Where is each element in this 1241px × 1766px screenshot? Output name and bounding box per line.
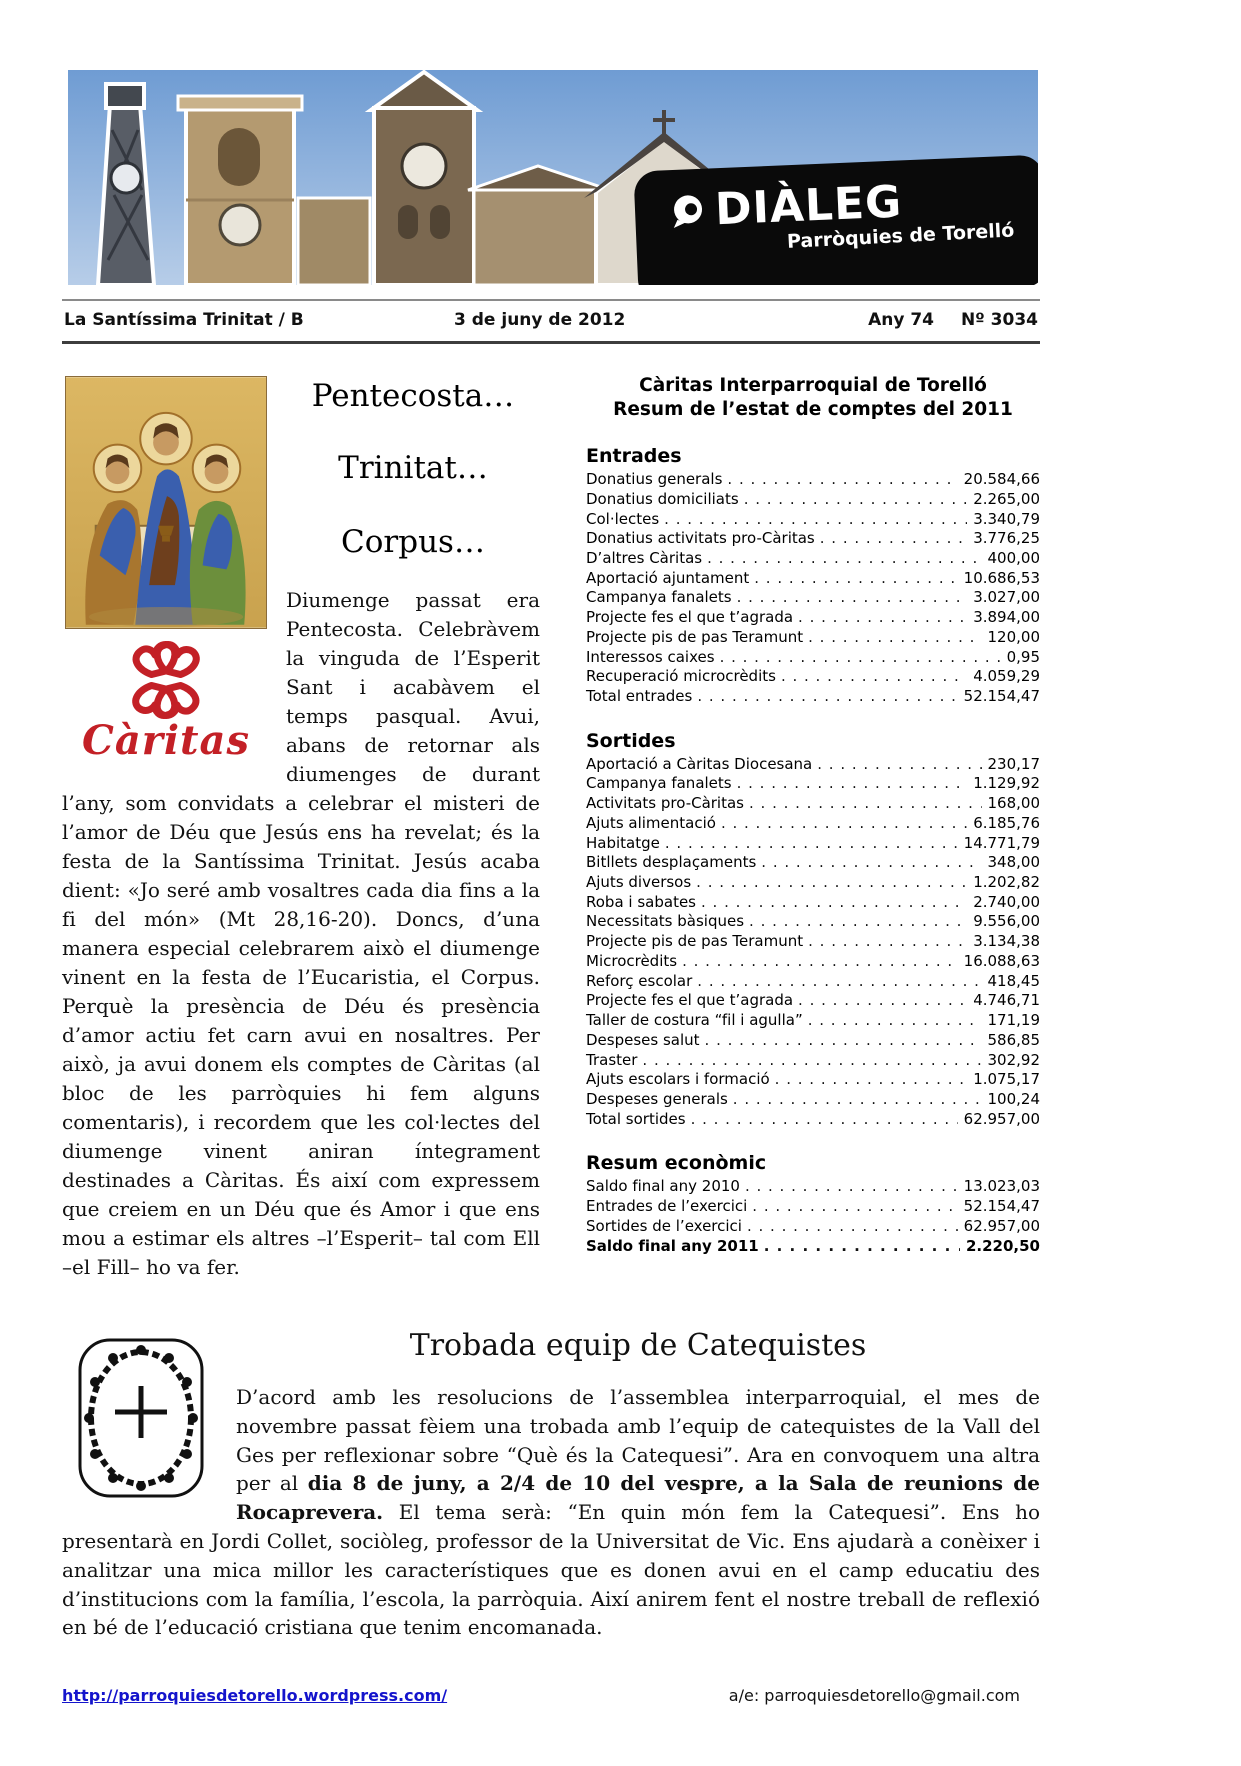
account-row — [586, 972, 1040, 992]
account-label: Despeses generals — [586, 1089, 728, 1108]
issue-date: 3 de juny de 2012 — [454, 310, 626, 330]
issue-number: Nº 3034 — [960, 310, 1038, 330]
meeting-text-before: D’acord amb les resolucions de l’assemblea interparroquial, el mes de novembre passat fèiem una trobada amb l’equip de catequistes de la Vall del Ges per reflexionar sobre “Què és la Catequesi”. Ara en convoquem una altra per al — [236, 1385, 1040, 1496]
account-row — [586, 667, 1040, 687]
account-label: Saldo final any 2010 — [586, 1177, 740, 1196]
account-value: 171,19 — [987, 1011, 1040, 1030]
account-value: 3.894,00 — [973, 608, 1040, 627]
article-column — [62, 374, 540, 1282]
caritas-logo — [82, 639, 250, 764]
caritas-hearts-icon — [118, 639, 214, 721]
footer — [62, 1686, 1020, 1705]
masthead-title: DIÀLEG — [714, 176, 904, 236]
account-label: Habitatge — [586, 833, 660, 852]
account-label: Aportació ajuntament — [586, 568, 750, 587]
dot-leader — [721, 814, 967, 834]
account-value: 418,45 — [987, 971, 1040, 990]
account-label: Projecte pis de pas Teramunt — [586, 932, 804, 951]
account-value: 6.185,76 — [973, 813, 1040, 832]
feast-title: La Santíssima Trinitat / B — [64, 310, 304, 330]
dot-leader — [749, 912, 967, 932]
account-label: Donatius domiciliats — [586, 489, 739, 508]
account-label: Saldo final any 2011 — [586, 1236, 759, 1255]
account-value: 2.220,50 — [965, 1236, 1040, 1255]
blog-link[interactable]: http://parroquiesdetorello.wordpress.com/ — [62, 1686, 448, 1705]
dot-leader — [749, 794, 982, 814]
account-row — [586, 834, 1040, 854]
dot-leader — [747, 1217, 958, 1237]
dot-leader — [737, 774, 968, 794]
account-value: 586,85 — [987, 1030, 1040, 1049]
dot-leader — [707, 549, 981, 569]
account-value: 3.134,38 — [973, 932, 1040, 951]
dot-leader — [665, 834, 958, 854]
account-label: Activitats pro-Càritas — [586, 794, 744, 813]
accounts-title-line1: Càritas Interparroquial de Torelló — [639, 375, 987, 396]
account-value: 52.154,47 — [963, 687, 1040, 705]
dot-leader — [764, 1237, 960, 1257]
account-label: Reforç escolar — [586, 971, 693, 990]
masthead — [68, 70, 1038, 285]
account-row — [586, 588, 1040, 608]
accounts-title-line2: Resum de l’estat de comptes del 2011 — [613, 399, 1013, 421]
account-row — [586, 569, 1040, 589]
account-value: 2.740,00 — [973, 892, 1040, 911]
account-value: 62.957,00 — [963, 1109, 1040, 1128]
account-label: Projecte fes el que t’agrada — [586, 991, 794, 1010]
issue-year: Any 74 — [868, 310, 934, 330]
account-value: 4.059,29 — [973, 667, 1040, 686]
section-heading: Resum econòmic — [586, 1152, 767, 1175]
account-row — [586, 648, 1040, 668]
account-label: Total entrades — [586, 687, 693, 705]
meeting-title: Trobada equip de Catequistes — [409, 1328, 867, 1363]
speech-bubble-icon — [668, 192, 705, 229]
account-row — [586, 628, 1040, 648]
account-row — [586, 1177, 1040, 1197]
dot-leader — [808, 1011, 982, 1031]
account-value: 168,00 — [987, 794, 1040, 813]
account-value: 100,24 — [987, 1089, 1040, 1108]
account-row — [586, 687, 1040, 707]
account-row — [586, 549, 1040, 569]
dot-leader — [642, 1051, 981, 1071]
account-value: 3.776,25 — [973, 529, 1040, 548]
dot-leader — [798, 608, 967, 628]
section-heading: Entrades — [586, 445, 682, 468]
dot-leader — [817, 755, 981, 775]
entrades-rows — [586, 470, 1040, 707]
issue-header-bar — [62, 299, 1040, 344]
account-value: 9.556,00 — [973, 912, 1040, 931]
account-label: Traster — [586, 1050, 638, 1069]
account-value: 20.584,66 — [963, 470, 1040, 489]
article-heading-trinitat: Trinitat… — [338, 450, 488, 486]
meeting-text — [62, 1383, 1040, 1642]
account-row — [586, 1011, 1040, 1031]
dot-leader — [798, 991, 967, 1011]
dot-leader — [701, 893, 967, 913]
account-value: 62.957,00 — [963, 1216, 1040, 1235]
account-row — [586, 529, 1040, 549]
account-row — [586, 932, 1040, 952]
account-row — [586, 1031, 1040, 1051]
account-label: D’altres Càritas — [586, 548, 703, 567]
account-label: Campanya fanalets — [586, 774, 732, 793]
dot-leader — [664, 510, 967, 530]
account-value: 3.340,79 — [973, 509, 1040, 528]
account-label: Projecte fes el que t’agrada — [586, 608, 794, 627]
account-value: 348,00 — [987, 853, 1040, 872]
dot-leader — [752, 1197, 957, 1217]
account-label: Taller de costura “fil i agulla” — [586, 1011, 803, 1030]
account-label: Microcrèdits — [586, 951, 678, 970]
account-label: Projecte pis de pas Teramunt — [586, 627, 804, 646]
sortides-rows — [586, 755, 1040, 1130]
account-value: 230,17 — [987, 754, 1040, 773]
dot-leader — [733, 1090, 982, 1110]
section-entrades — [586, 445, 1040, 707]
account-value: 0,95 — [1006, 647, 1040, 666]
dot-leader — [697, 972, 981, 992]
dot-leader — [697, 687, 957, 707]
email-address: a/e: parroquiesdetorello@gmail.com — [728, 1686, 1020, 1705]
account-label: Ajuts escolars i formació — [586, 1070, 770, 1089]
account-label: Col·lectes — [586, 509, 660, 528]
dot-leader — [737, 588, 968, 608]
account-row — [586, 1051, 1040, 1071]
account-label: Total sortides — [586, 1109, 686, 1128]
account-label: Campanya fanalets — [586, 588, 732, 607]
meeting-text-bold: dia 8 de juny, a 2/4 de 10 del vespre, a la Sala de reunions de Rocaprevera. — [236, 1471, 1040, 1525]
account-row — [586, 490, 1040, 510]
caritas-logo-text: Càritas — [82, 717, 250, 764]
meeting-section — [62, 1328, 1040, 1642]
account-row — [586, 510, 1040, 530]
section-resum — [586, 1152, 1040, 1256]
account-value: 4.746,71 — [973, 991, 1040, 1010]
dot-leader — [745, 1177, 958, 1197]
account-label: Recuperació microcrèdits — [586, 667, 776, 686]
dot-leader — [727, 470, 957, 490]
account-value: 52.154,47 — [963, 1197, 1040, 1216]
article-media — [62, 376, 270, 764]
account-value: 10.686,53 — [963, 568, 1040, 587]
account-row — [586, 774, 1040, 794]
account-row — [586, 794, 1040, 814]
account-row — [586, 1237, 1040, 1257]
account-row — [586, 1070, 1040, 1090]
account-value: 400,00 — [987, 548, 1040, 567]
account-value: 120,00 — [987, 627, 1040, 646]
dialeg-logo-box — [633, 154, 1038, 285]
dot-leader — [754, 569, 957, 589]
section-sortides — [586, 730, 1040, 1130]
section-heading: Sortides — [586, 729, 676, 752]
account-row — [586, 1090, 1040, 1110]
account-row — [586, 991, 1040, 1011]
account-value: 1.075,17 — [973, 1070, 1040, 1089]
dot-leader — [744, 490, 968, 510]
account-label: Donatius activitats pro-Càritas — [586, 529, 815, 548]
account-row — [586, 1197, 1040, 1217]
dot-leader — [705, 1031, 982, 1051]
account-value: 302,92 — [987, 1050, 1040, 1069]
dot-leader — [720, 648, 1001, 668]
dot-leader — [775, 1070, 968, 1090]
account-row — [586, 1217, 1040, 1237]
account-label: Ajuts diversos — [586, 873, 692, 892]
masthead-subtitle: Parròquies de Torelló — [786, 219, 1015, 253]
account-row — [586, 608, 1040, 628]
account-label: Ajuts alimentació — [586, 813, 716, 832]
dot-leader — [691, 1110, 958, 1130]
dot-leader — [696, 873, 967, 893]
account-value: 1.202,82 — [973, 873, 1040, 892]
account-label: Donatius generals — [586, 470, 723, 489]
account-value: 13.023,03 — [963, 1177, 1040, 1196]
dot-leader — [820, 529, 967, 549]
dot-leader — [808, 932, 967, 952]
dot-leader — [781, 667, 967, 687]
article-body: Diumenge passat era Pentecosta. Celebràvem la vinguda de l’Esperit Sant i acabàvem el temps pasqual. Avui, abans de retornar als diumenges de durant l’any, som convidats a celebrar el misteri de l’amor de Déu que Jesús ens ha revelat; és la festa de la Santíssima Trinitat. Jesús acaba dient: «Jo seré amb vosaltres cada dia fins a la fi del món» (Mt 28,16-20). Doncs, d’una manera especial celebrarem això el diumenge vinent en la festa de l’Eucaristia, el Corpus. Perquè la presència de Déu és presència d’amor actiu fet carn avui en nosaltres. Per això, ja avui donem els comptes de Càritas (al bloc de les parròquies hi fem alguns comentaris), i recordem que les col·lectes del diumenge vinent aniran íntegrament destinades a Càritas. És així com expressem que creiem en un Déu que és Amor i que ens mou a estimar els altres –l’Esperit– tal com Ell –el Fill– ho va fer. — [62, 588, 540, 1279]
dot-leader — [761, 853, 981, 873]
account-row — [586, 1110, 1040, 1130]
account-row — [586, 952, 1040, 972]
account-label: Necessitats bàsiques — [586, 912, 745, 931]
account-row — [586, 470, 1040, 490]
account-row — [586, 814, 1040, 834]
account-value: 2.265,00 — [973, 489, 1040, 508]
account-row — [586, 893, 1040, 913]
account-label: Bitllets desplaçaments — [586, 853, 757, 872]
resum-rows — [586, 1177, 1040, 1256]
catechists-drawing — [74, 1334, 208, 1502]
account-label: Despeses salut — [586, 1030, 700, 1049]
account-value: 1.129,92 — [973, 774, 1040, 793]
article-heading-corpus: Corpus… — [341, 524, 485, 560]
account-row — [586, 755, 1040, 775]
accounts-column — [586, 374, 1040, 1282]
account-value: 14.771,79 — [963, 833, 1040, 852]
account-row — [586, 873, 1040, 893]
account-label: Roba i sabates — [586, 892, 696, 911]
account-label: Sortides de l’exercici — [586, 1216, 742, 1235]
trinity-icon-image — [65, 376, 267, 629]
account-value: 16.088,63 — [963, 951, 1040, 970]
account-label: Interessos caixes — [586, 647, 715, 666]
account-label: Entrades de l’exercici — [586, 1197, 748, 1216]
account-value: 3.027,00 — [973, 588, 1040, 607]
meeting-text-after: El tema serà: “En quin món fem la Catequesi”. Ens ho presentarà en Jordi Collet, sociòleg, professor de la Universitat de Vic. Ens ajudarà a conèixer i analitzar una mica millor les característiques que es donen avui en el camp educatiu des d’institucions com la família, l’escola, la parròquia. Així anirem fent el nostre treball de reflexió en bé de l’educació cristiana que tenim encomanada. — [62, 1500, 1040, 1640]
article-heading-pentecosta: Pentecosta… — [311, 378, 515, 414]
account-label: Aportació a Càritas Diocesana — [586, 754, 813, 773]
account-row — [586, 912, 1040, 932]
dot-leader — [682, 952, 958, 972]
account-row — [586, 853, 1040, 873]
dot-leader — [808, 628, 981, 648]
